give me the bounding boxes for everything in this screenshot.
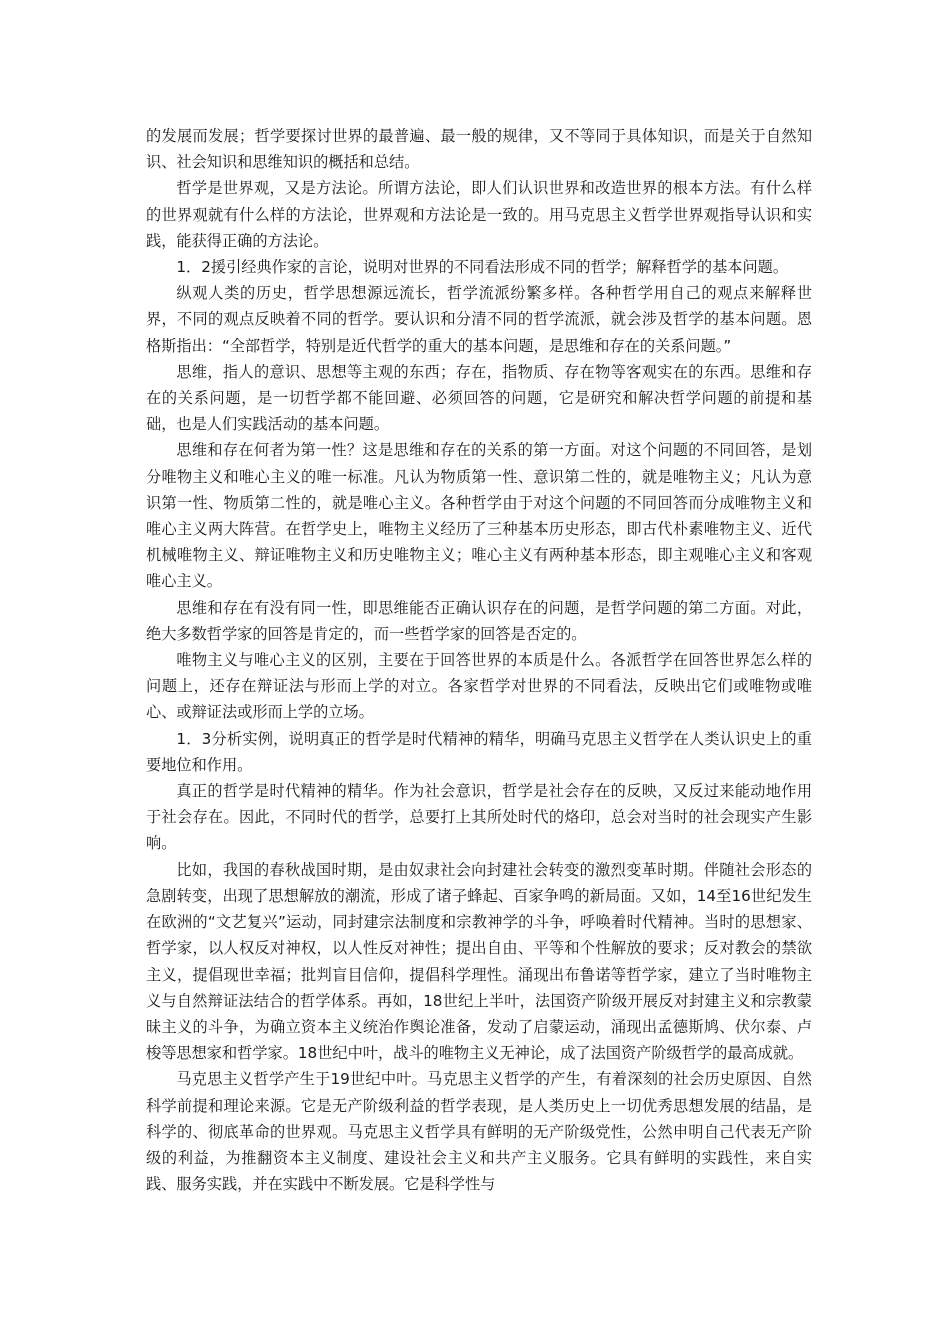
- paragraph-historical-examples: 比如，我国的春秋战国时期，是由奴隶社会向封建社会转变的激烈变革时期。伴随社会形态的急剧转变，出现了思想解放的潮流，形成了诸子蜂起、百家争鸣的新局面。又如，14至16世纪发生在欧洲的“文艺复兴”运动，同封建宗法制度和宗教神学的斗争，呼唤着时代精神。当时的思想家、哲学家，以人权反对神权，以人性反对神性；提出自由、平等和个性解放的要求；反对教会的禁欲主义，提倡现世幸福；批判盲目信仰，提倡科学理性。涌现出布鲁诺等哲学家，建立了当时唯物主义与自然辩证法结合的哲学体系。再如，18世纪上半叶，法国资产阶级开展反对封建主义和宗教蒙昧主义的斗争，为确立资本主义统治作舆论准备，发动了启蒙运动，涌现出孟德斯鸠、伏尔泰、卢梭等思想家和哲学家。18世纪中叶，战斗的唯物主义无神论，成了法国资产阶级哲学的最高成就。: [146, 860, 812, 1063]
- document-page: [146, 123, 812, 1197]
- paragraph-spirit-of-age: 真正的哲学是时代精神的精华。作为社会意识，哲学是社会存在的反映，又反过来能动地作用于社会存在。因此，不同时代的哲学，总要打上其所处时代的烙印，总会对当时的社会现实产生影响。: [146, 782, 812, 853]
- paragraph-worldview-methodology: 哲学是世界观，又是方法论。所谓方法论，即人们认识世界和改造世界的根本方法。有什么样的世界观就有什么样的方法论，世界观和方法论是一致的。用马克思主义哲学世界观指导认识和实践，能获得正确的方法论。: [146, 179, 812, 250]
- paragraph-second-aspect: 思维和存在有没有同一性，即思维能否正确认识存在的问题，是哲学问题的第二方面。对此，绝大多数哲学家的回答是肯定的，而一些哲学家的回答是否定的。: [146, 598, 812, 643]
- paragraph-marxist-philosophy: 马克思主义哲学产生于19世纪中叶。马克思主义哲学的产生，有着深刻的社会历史原因、自然科学前提和理论来源。它是无产阶级利益的哲学表现，是人类历史上一切优秀思想发展的结晶，是科学的、彻底革命的世界观。马克思主义哲学具有鲜明的无产阶级党性，公然申明自己代表无产阶级的利益，为推翻资本主义制度、建设社会主义和共产主义服务。它具有鲜明的实践性，来自实践、服务实践，并在实践中不断发展。它是科学性与: [146, 1070, 812, 1194]
- paragraph-first-aspect: 思维和存在何者为第一性？这是思维和存在的关系的第一方面。对这个问题的不同回答，是划分唯物主义和唯心主义的唯一标准。凡认为物质第一性、意识第二性的，就是唯物主义；凡认为意识第一性、物质第二性的，就是唯心主义。各种哲学由于对这个问题的不同回答而分成唯物主义和唯心主义两大阵营。在哲学史上，唯物主义经历了三种基本历史形态，即古代朴素唯物主义、近代机械唯物主义、辩证唯物主义和历史唯物主义；唯心主义有两种基本形态，即主观唯心主义和客观唯心主义。: [146, 441, 812, 591]
- paragraph-thinking-being: 思维，指人的意识、思想等主观的东西；存在，指物质、存在物等客观实在的东西。思维和存在的关系问题，是一切哲学都不能回避、必须回答的问题，它是研究和解决哲学问题的前提和基础，也是人们实践活动的基本问题。: [146, 362, 812, 434]
- paragraph-continuation: 的发展而发展；哲学要探讨世界的最普遍、最一般的规律，又不等同于具体知识，而是关于自然知识、社会知识和思维知识的概括和总结。: [146, 127, 812, 172]
- section-heading-1-3: 1．3分析实例，说明真正的哲学是时代精神的精华，明确马克思主义哲学在人类认识史上的重要地位和作用。: [146, 729, 812, 774]
- section-heading-1-2: 1．2援引经典作家的言论，说明对世界的不同看法形成不同的哲学；解释哲学的基本问题。: [176, 258, 789, 277]
- paragraph-basic-question: 纵观人类的历史，哲学思想源远流长，哲学流派纷繁多样。各种哲学用自己的观点来解释世界，不同的观点反映着不同的哲学。要认识和分清不同的哲学流派，就会涉及哲学的基本问题。恩格斯指出：“全部哲学，特别是近代哲学的重大的基本问题，是思维和存在的关系问题。”: [146, 284, 812, 355]
- paragraph-materialism-idealism: 唯物主义与唯心主义的区别，主要在于回答世界的本质是什么。各派哲学在回答世界怎么样的问题上，还存在辩证法与形而上学的对立。各家哲学对世界的不同看法，反映出它们或唯物或唯心、或辩证法或形而上学的立场。: [146, 651, 812, 722]
